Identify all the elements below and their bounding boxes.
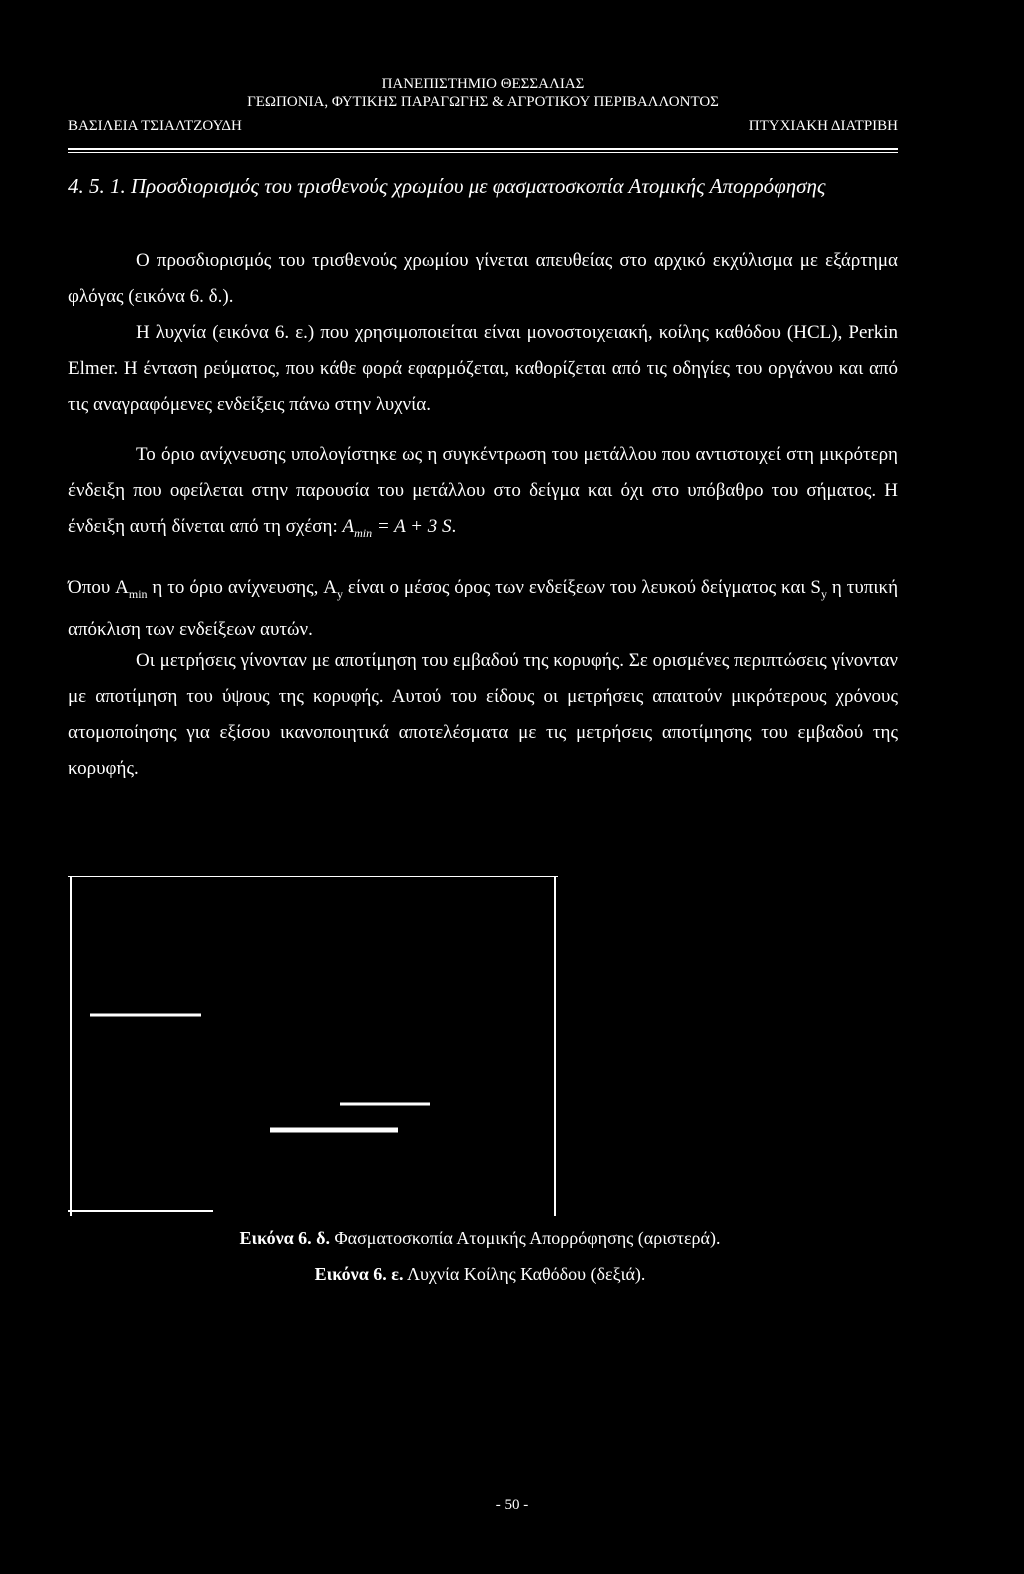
header-author: ΒΑΣΙΛΕΙΑ ΤΣΙΑΛΤΖΟΥΔΗ (68, 118, 242, 134)
caption-1-label: Εικόνα 6. δ. (239, 1228, 331, 1248)
header-rule-thin (68, 152, 898, 153)
section-title: 4. 5. 1. Προσδιορισμός του τρισθενούς χρωμίου με φασματοσκοπία Ατομικής Απορρόφησης (68, 174, 826, 198)
p4-sub-y1: y (336, 586, 343, 601)
paragraph-3 (68, 437, 898, 551)
paragraph-4 (68, 570, 898, 648)
paragraph-3-text: Το όριο ανίχνευσης υπολογίστηκε ως η συγκέντρωση του μετάλλου που αντιστοιχεί στη μικρότερη ένδειξη που οφείλεται στην παρουσία του μετάλλου στο δείγμα και όχι στο υπόβαθρο του σήματος. Η ένδειξη αυτή δίνεται από τη σχέση: (68, 444, 898, 537)
caption-1 (200, 1222, 760, 1254)
figure-background (68, 876, 558, 1216)
formula-end: . (451, 516, 457, 537)
paragraph-2: Η λυχνία (εικόνα 6. ε.) που χρησιμοποιείται είναι μονοστοιχειακή, κοίλης καθόδου (HCL), Perkin Elmer. Η ένταση ρεύματος, που κάθε φορά εφαρμόζεται, καθορίζεται από τις οδηγίες του οργάνου και από τις αναγραφόμενες ενδείξεις πάνω στην λυχνία. (68, 322, 898, 415)
page-number: - 50 - (495, 1497, 529, 1513)
header-doc-type: ΠΤΥΧΙΑΚΗ ΔΙΑΤΡΙΒΗ (748, 118, 898, 134)
p4-part-b: η το όριο ανίχνευσης, A (147, 577, 337, 598)
detection-limit-formula (342, 516, 452, 540)
formula-a: A (342, 516, 355, 537)
caption-2-text: Λυχνία Κοίλης Καθόδου (δεξιά). (403, 1264, 646, 1284)
header-row (68, 118, 898, 134)
p4-part-c: είναι ο μέσος όρος των ενδείξεων του λευκού δείγματος και S (342, 577, 821, 598)
p4-sub-min: min (128, 586, 148, 601)
header-department: ΓΕΩΠΟΝΙΑ, ΦΥΤΙΚΗΣ ΠΑΡΑΓΩΓΗΣ & ΑΓΡΟΤΙΚΟΥ ΠΕΡΙΒΑΛΛΟΝΤΟΣ (247, 94, 719, 110)
p4-part-a: Όπου A (68, 577, 129, 598)
header-rule (68, 148, 898, 150)
paragraph-1: Ο προσδιορισμός του τρισθενούς χρωμίου γίνεται απευθείας στο αρχικό εκχύλισμα με εξάρτημα φλόγας (εικόνα 6. δ.). (68, 250, 898, 307)
p4-part-d: η τυπική απόκλιση των ενδείξεων αυτών. (68, 577, 899, 640)
p4-sub-y2: y (821, 586, 827, 601)
formula-rest: = A + 3 S (372, 516, 452, 537)
caption-1-text: Φασματοσκοπία Ατομικής Απορρόφησης (αριστερά). (330, 1228, 721, 1248)
header-university: ΠΑΝΕΠΙΣΤΗΜΙΟ ΘΕΣΣΑΛΙΑΣ (381, 76, 585, 92)
paragraph-5: Οι μετρήσεις γίνονταν με αποτίμηση του εμβαδού της κορυφής. Σε ορισμένες περιπτώσεις γίνονταν με αποτίμηση του ύψους της κορυφής. Αυτού του είδους οι μετρήσεις απαιτούν μικρότερους χρόνους ατομοποίησης για εξίσου ικανοποιητικά αποτελέσματα με τις μετρήσεις αποτίμησης του εμβαδού της κορυφής. (68, 650, 898, 779)
figure-placeholder (68, 876, 558, 1216)
formula-sub: min (354, 525, 373, 540)
caption-2 (200, 1258, 760, 1290)
caption-2-label: Εικόνα 6. ε. (314, 1264, 404, 1284)
